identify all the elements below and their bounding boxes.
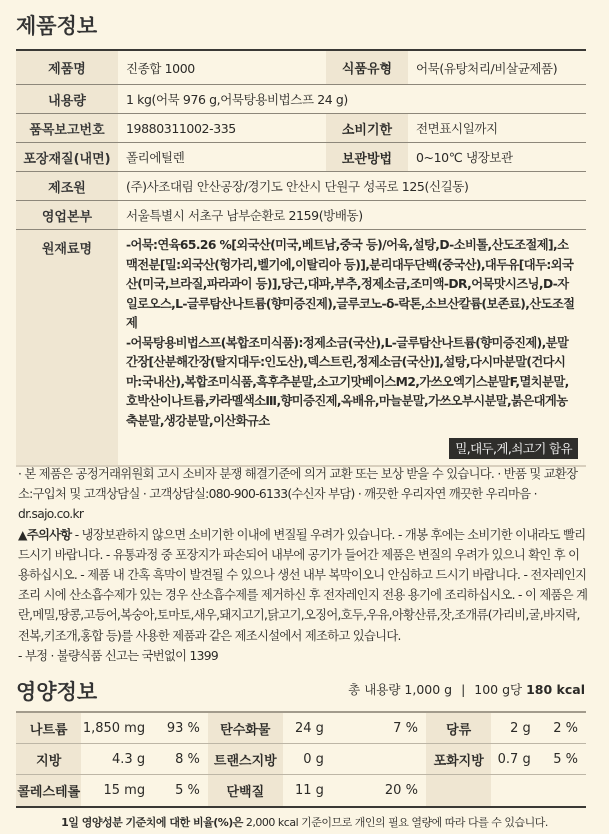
nutrient-name: 당류 (426, 713, 491, 743)
nutrient-percent: 5 % (175, 783, 200, 798)
nutrition-summary (348, 680, 585, 698)
calories: 180 kcal (526, 682, 585, 697)
caution-text: - 냉장보관하지 않으면 소비기한 이내에 변질될 우려가 있습니다. - 개봉 후에는 소비기한 이내라도 빨리 드시기 바랍니다. - 유통과정 중 포장지가 파손되어 내부에 공기가 들어간 제품은 변질의 우려가 있으니 확인 후 이용하십시오. - 제품 내 간혹 흑막이 발견될 수 있으나 생선 내부 복막이오니 안심하고 드시기 바랍니다. - 전자레인지 조리 시에 산소흡수제가 있는 경우 산소흡수제를 제거하신 후 전자레인지 전용 용기에 조리하십시오. - 이 제품은 계란,메밀,땅콩,고등어,복숭아,토마토,새우,돼지고기,닭고기,오징어,호두,우유,아황산류,잣,조개류(가리비,굴,바지락,전복,키조개,홍합 등)를 사용한 제품과 같은 제조시설에서 제조하고 있습니다. (18, 527, 588, 643)
nutrient-name: 탄수화물 (208, 713, 283, 743)
ingredients-fishcake: -어묵:연육65.26 %[외국산(미국,베트남,중국 등)/어육,설탕,D-소비톨,산도조절제],소맥전분[밀:외국산(헝가리,벨기에,이탈리아 등)],분리대두단백(중국산),대두유[대두:외국산(미국,브라질,파라과이 등)],당근,대파,부추,정제소금,조미액-DR,어묵맛시즈닝,D-자일로오스,L-글루탐산나트륨(향미증진제),글루코노-δ-락톤,소브산칼륨(보존료),산도조절제 (126, 238, 575, 330)
total-amount: 총 내용량 1,000 g (348, 682, 453, 697)
nutrient-percent: 20 % (384, 783, 418, 798)
table-row (16, 51, 586, 85)
nutrient-percent (539, 775, 586, 806)
table-row (16, 85, 586, 114)
nutrition-row (16, 713, 586, 744)
value: 19880311002-335 (126, 120, 236, 136)
value: 진종합 1000 (126, 60, 195, 76)
nutrient-percent: 5 % (553, 751, 579, 767)
warning-icon: ▲ (18, 527, 27, 542)
product-info-table (16, 49, 586, 467)
value: 서울특별시 서초구 남부순환로 2159(방배동) (126, 208, 363, 223)
label: 영업본부 (16, 201, 118, 229)
nutrient-percent: 2 % (553, 720, 579, 736)
label: 제조원 (16, 172, 118, 200)
nutrient-amount: 0.7 g (497, 751, 531, 767)
label: 보관방법 (326, 143, 408, 171)
report-text: - 부정 · 불량식품 신고는 국번없이 1399 (18, 648, 219, 663)
separator: | (461, 682, 466, 697)
table-row (16, 172, 586, 201)
nutrition-row (16, 775, 586, 806)
label: 내용량 (16, 85, 118, 113)
value: 어묵(유탕처리/비살균제품) (416, 60, 558, 76)
table-row (16, 201, 586, 230)
label: 제품명 (16, 51, 118, 84)
nutrient-percent: 93 % (166, 720, 200, 736)
value: 전면표시일까지 (416, 121, 498, 136)
allergen-badge: 밀,대두,게,쇠고기 함유 (449, 438, 578, 459)
nutrient-name: 지방 (16, 744, 81, 774)
info-text: · 본 제품은 공정거래위원회 고시 소비자 분쟁 해결기준에 의거 교환 또는 보상 받을 수 있습니다. · 반품 및 교환장소:구입처 및 고객상담실 · 고객상담실:080-900-6133(수신자 부담) · 깨끗한 우리자연 깨끗한 우리마음 · dr.sajo.co.kr (18, 467, 578, 522)
nutrient-amount: 11 g (294, 783, 324, 798)
table-row (16, 143, 586, 172)
label: 포장재질(내면) (16, 143, 118, 171)
caution-title: 주의사항 (26, 527, 72, 542)
nutrient-amount: 0 g (303, 751, 324, 767)
nutrition-table (16, 711, 586, 808)
nutrient-percent (332, 744, 426, 774)
ingredients (118, 230, 586, 465)
nutrient-name: 나트륨 (16, 713, 81, 743)
per-unit: 100 g당 (474, 682, 523, 697)
label: 품목보고번호 (16, 114, 118, 142)
nutrient-name: 단백질 (208, 775, 283, 806)
nutrient-amount: 15 mg (103, 783, 146, 798)
value: 1 kg(어묵 976 g,어묵탕용비법스프 24 g) (126, 92, 348, 107)
nutrient-name: 콜레스테롤 (16, 775, 81, 806)
label: 식품유형 (326, 51, 408, 84)
nutrient-amount (491, 775, 538, 806)
ingredients-row (16, 230, 586, 467)
value: 0~10℃ 냉장보관 (416, 150, 513, 165)
value: 폴리에틸렌 (126, 150, 185, 165)
nutrient-amount: 24 g (294, 720, 324, 736)
nutrient-amount: 4.3 g (112, 751, 146, 767)
nutrition-title: 영양정보 (16, 680, 98, 704)
label: 원재료명 (16, 230, 118, 465)
nutrient-percent: 7 % (393, 720, 418, 736)
value: (주)사조대림 안산공장/경기도 안산시 단원구 성곡로 125(신길동) (126, 179, 469, 194)
nutrient-name (426, 775, 491, 806)
nutrient-name: 포화지방 (426, 744, 491, 774)
nutrient-percent: 8 % (175, 751, 200, 767)
nutrition-footnote (0, 814, 609, 830)
product-info-title: 제품정보 (16, 14, 98, 38)
label: 소비기한 (326, 114, 408, 142)
ingredients-soup: -어묵탕용비법스프(복합조미식품):정제소금(국산),L-글루탐산나트륨(향미증진제),분말간장[산분해간장(탈지대두:인도산),덱스트린,정제소금(국산)],설탕,다시마분말(건다시마:국내산),복합조미식품,흑후추분말,소고기맛베이스M2,가쓰오엑기스분말F,멸치분말,호박산이나트륨,카라멜색소Ⅲ,향미증진제,옥배유,마늘분말,가쓰오부시분말,붉은대게농축분말,생강분말,이산화규소 (126, 335, 569, 428)
footnote-text: 2,000 kcal 기준이므로 개인의 필요 열량에 따라 다를 수 있습니다. (242, 816, 548, 829)
notes (18, 464, 588, 666)
nutrient-amount: 1,850 mg (82, 720, 146, 736)
nutrient-name: 트랜스지방 (208, 744, 283, 774)
footnote-bold: 1일 영양성분 기준치에 대한 비율(%)은 (61, 816, 243, 829)
nutrition-row (16, 744, 586, 775)
table-row (16, 114, 586, 143)
nutrient-amount: 2 g (510, 720, 531, 736)
